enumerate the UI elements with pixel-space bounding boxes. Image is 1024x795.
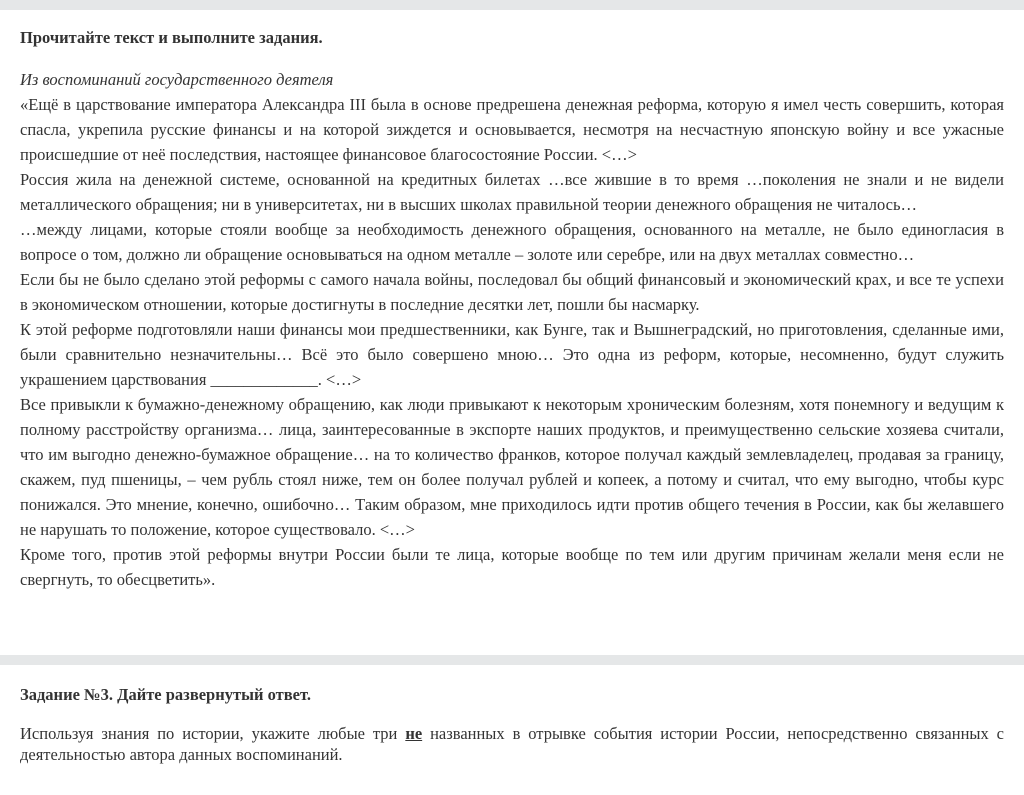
task-emphasis: не <box>405 724 423 743</box>
source-paragraph: Если бы не было сделано этой реформы с самого начала войны, последовал бы общий финансовый и экономический крах, и все те успехи в экономическом отношении, которые достигнуты в последние десятки лет, пошли бы насмарку. <box>20 270 1004 314</box>
source-paragraph: Россия жила на денежной системе, основанной на кредитных билетах …все жившие в то время …поколения не знали и не видели металлического обращения; ни в университетах, ни в высших школах правильной теории денежного обращения не читалось… <box>20 170 1004 214</box>
task-text-after: названных в отрывке события истории России, непосредственно связанных с деятельностью автора данных воспоминаний. <box>20 724 1004 764</box>
task-heading: Задание №3. Дайте развернутый ответ. <box>20 685 311 704</box>
task-card <box>0 665 1024 795</box>
source-paragraph: Кроме того, против этой реформы внутри России были те лица, которые вообще по тем или другим причинам желали меня если не свергнуть, то обесцветить». <box>20 545 1004 589</box>
source-subtitle: Из воспоминаний государственного деятеля <box>20 70 334 89</box>
source-paragraph: Все привыкли к бумажно-денежному обращению, как люди привыкают к некоторым хроническим болезням, хотя понемногу и ведущим к полному расстройству организма… лица, заинтересованные в экспорте наших продуктов, и преимущественно сельские хозяева считали, что им выгодно денежно-бумажное обращение… на то количество франков, которое получал каждый землевладелец, продавая за границу, скажем, пуд пшеницы, – чем рубль стоял ниже, тем он более получал рублей и копеек, а потому и считал, что ему выгодно, чтобы курс понижался. Это мнение, конечно, ошибочно… Таким образом, мне приходилось идти против общего течения в России, как бы желавшего не нарушать то положение, которое существовало. <…> <box>20 395 1004 539</box>
source-paragraph: К этой реформе подготовляли наши финансы мои предшественники, как Бунге, так и Вышнеградский, но приготовления, сделанные ими, были сравнительно незначительны… Всё это было совершено мною… Это одна из реформ, которые, несомненно, будут служить украшением царствования _____________. <…> <box>20 320 1004 389</box>
task-question <box>20 723 1004 765</box>
task-text-before: Используя знания по истории, укажите любые три <box>20 724 406 743</box>
top-bar <box>0 0 1024 10</box>
section-separator <box>0 655 1024 665</box>
source-text-card <box>0 10 1024 655</box>
text-instruction-heading: Прочитайте текст и выполните задания. <box>20 28 323 47</box>
source-paragraph: …между лицами, которые стояли вообще за необходимость денежного обращения, основанного на металле, не было единогласия в вопросе о том, должно ли обращение основываться на одном металле – золоте или серебре, или на двух металлах совместно… <box>20 220 1004 264</box>
source-paragraph: «Ещё в царствование императора Александра III была в основе предрешена денежная реформа, которую я имел честь совершить, которая спасла, укрепила русские финансы и на которой зиждется и основывается, несмотря на несчастную японскую войну и все ужасные происшедшие от неё последствия, настоящее финансовое благосостояние России. <…> <box>20 95 1004 164</box>
